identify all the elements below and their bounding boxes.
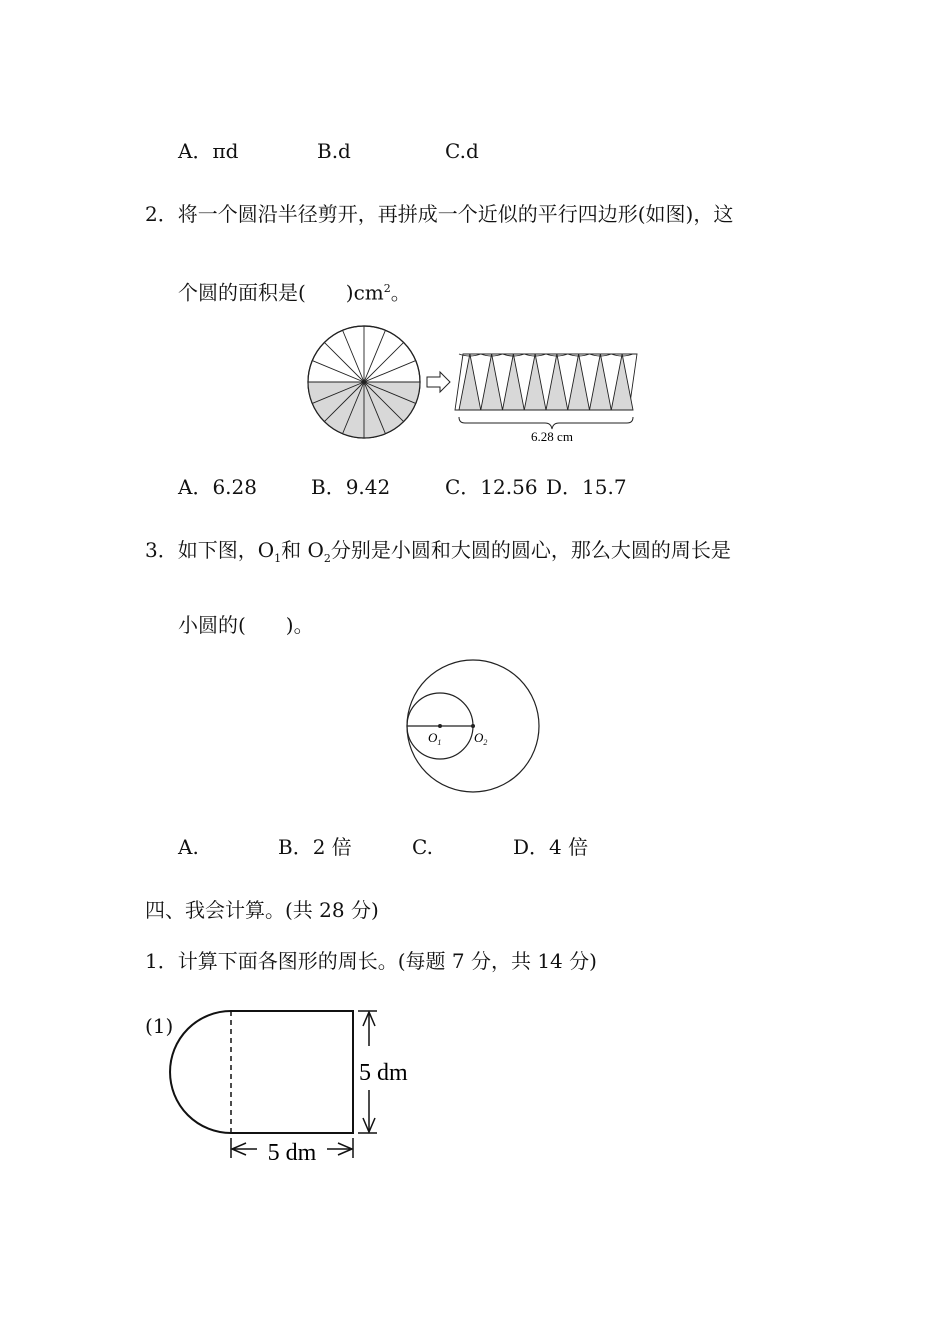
svg-text:O2: $O_2$	[474, 730, 488, 747]
q2-text-line1: 2．将一个圆沿半径剪开，再拼成一个近似的平行四边形(如图)，这	[145, 202, 734, 226]
q2-option-d: D．15.7	[546, 475, 627, 499]
parallelogram-strip	[503, 354, 525, 410]
q1-option-a: A．πd	[178, 139, 239, 163]
q3-option-d: D．4 倍	[513, 835, 589, 859]
q3-text-line1: 3．如下图，$O_1$和 $O_2$分别是小圆和大圆的圆心，那么大圆的周长是	[145, 538, 731, 565]
section4-heading: 四、我会计算。(共 28 分)	[145, 898, 379, 922]
section4-shape-figure	[165, 1000, 425, 1170]
q3-option-c: C.	[412, 835, 433, 859]
parallelogram-strip	[590, 354, 612, 410]
q2-option-a: A．6.28	[178, 475, 257, 499]
q2-text-line2: 个圆的面积是( )$cm^2$。	[178, 280, 411, 305]
q2-circle-to-parallelogram-figure	[302, 325, 647, 445]
dim-width-label: 5 dm	[267, 1140, 317, 1166]
q3-label-o2: O	[474, 730, 484, 745]
q2-option-c: C．12.56	[445, 475, 538, 499]
parallelogram-strip	[459, 354, 481, 410]
parallelogram-strip	[481, 354, 503, 410]
q3-text-line2: 小圆的( )。	[178, 613, 314, 637]
parallelogram-strip	[611, 354, 633, 410]
parallelogram-strip	[568, 354, 590, 410]
parallelogram-strip	[524, 354, 546, 410]
q2-option-b: B．9.42	[311, 475, 391, 499]
svg-text:O1: $O_1$	[428, 730, 442, 747]
section4-item1-label: (1)	[145, 1014, 174, 1038]
q3-circles-figure	[404, 657, 544, 797]
q3-label-o1: O	[428, 730, 438, 745]
dim-height-label: 5 dm	[359, 1060, 408, 1086]
parallelogram-strip	[546, 354, 568, 410]
q3-option-a: A.	[178, 835, 199, 859]
q1-option-b: B.d	[317, 139, 351, 163]
section4-question1: 1．计算下面各图形的周长。(每题 7 分，共 14 分)	[145, 949, 597, 973]
q2-figure-width-label: 6.28 cm	[531, 429, 573, 444]
q3-option-b: B．2 倍	[278, 835, 352, 859]
q1-option-c: C.d	[445, 139, 479, 163]
